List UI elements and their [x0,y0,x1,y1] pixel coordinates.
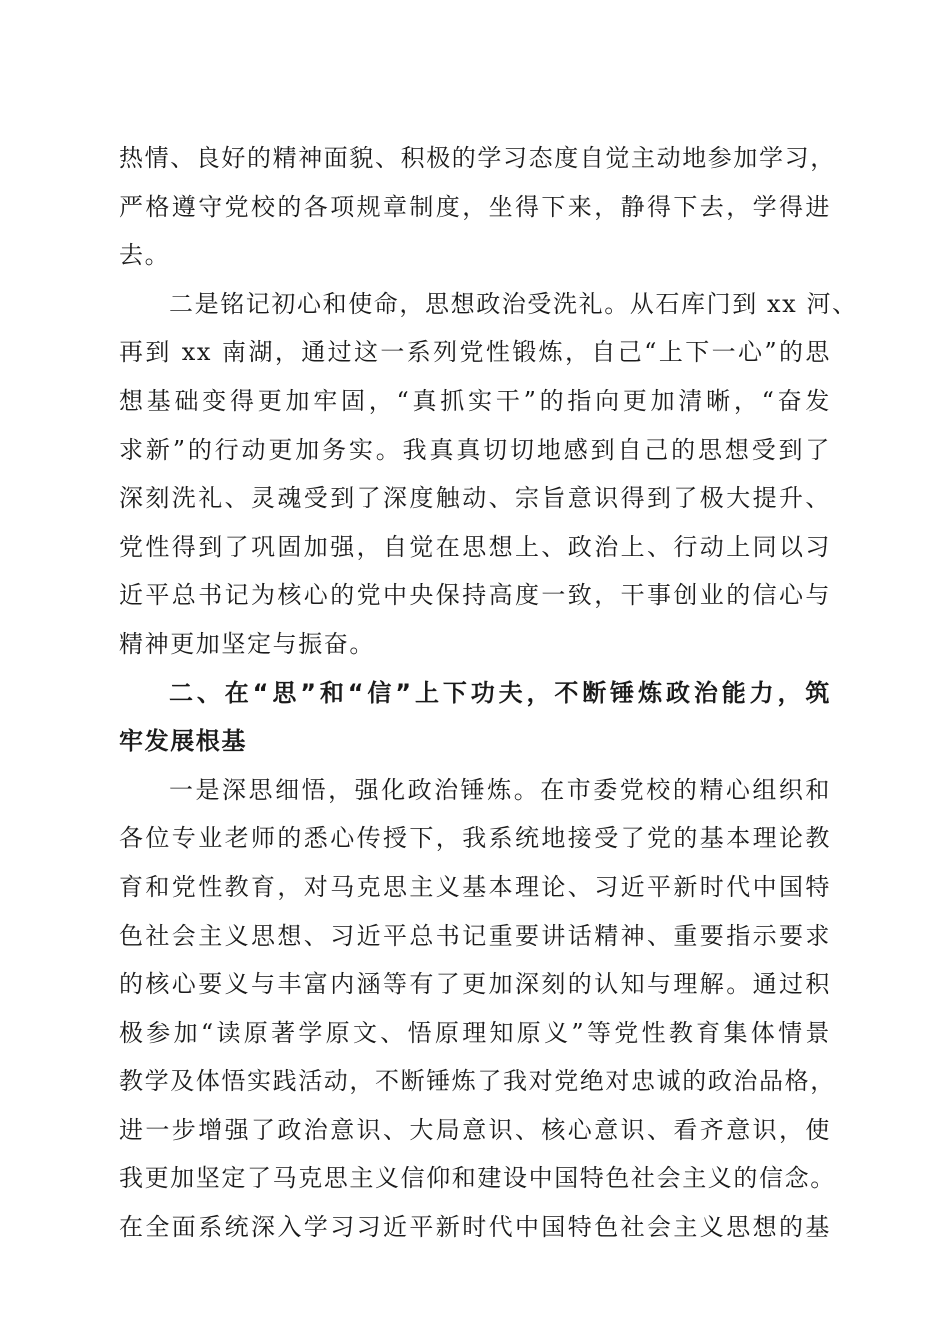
text-line: 再到 xx 南湖，通过这一系列党性锻炼，自己“上下一心”的思 [119,338,831,367]
heading-line: 二、在“思”和“信”上下功夫，不断锤炼政治能力，筑 [169,678,831,707]
text-line: 党性得到了巩固加强，自觉在思想上、政治上、行动上同以习 [119,532,831,561]
section-heading [119,669,831,766]
text-line: 的核心要义与丰富内涵等有了更加深刻的认知与理解。通过积 [119,970,831,999]
text-line: 求新”的行动更加务实。我真真切切地感到自己的思想受到了 [119,435,831,464]
document-body [119,134,858,1252]
text-line: 二是铭记初心和使命，思想政治受洗礼。从石库门到 xx 河、 [169,289,858,318]
text-line: 想基础变得更加牢固，“真抓实干”的指向更加清晰，“奋发 [119,386,831,415]
paragraph-mission [119,280,858,669]
text-line: 一是深思细悟，强化政治锤炼。在市委党校的精心组织和 [169,775,831,804]
text-line: 色社会主义思想、习近平总书记重要讲话精神、重要指示要求 [119,921,831,950]
text-line: 深刻洗礼、灵魂受到了深度触动、宗旨意识得到了极大提升、 [119,484,831,513]
text-line: 极参加“读原著学原文、悟原理知原义”等党性教育集体情景 [119,1018,831,1047]
text-line: 在全面系统深入学习习近平新时代中国特色社会主义思想的基 [119,1213,831,1242]
paragraph-political [119,766,836,1252]
text-line: 精神更加坚定与振奋。 [119,629,375,658]
paragraph-continued [119,134,836,280]
text-line: 各位专业老师的悉心传授下，我系统地接受了党的基本理论教 [119,824,831,853]
heading-line: 牢发展根基 [119,727,247,756]
text-line: 去。 [119,241,171,270]
text-line: 我更加坚定了马克思主义信仰和建设中国特色社会主义的信念。 [119,1164,836,1193]
text-line: 进一步增强了政治意识、大局意识、核心意识、看齐意识，使 [119,1115,831,1144]
text-line: 育和党性教育，对马克思主义基本理论、习近平新时代中国特 [119,872,831,901]
text-line: 严格遵守党校的各项规章制度，坐得下来，静得下去，学得进 [119,192,831,221]
text-line: 近平总书记为核心的党中央保持高度一致，干事创业的信心与 [119,581,831,610]
text-line: 热情、良好的精神面貌、积极的学习态度自觉主动地参加学习， [119,144,836,172]
text-line: 教学及体悟实践活动，不断锤炼了我对党绝对忠诚的政治品格， [119,1067,836,1096]
